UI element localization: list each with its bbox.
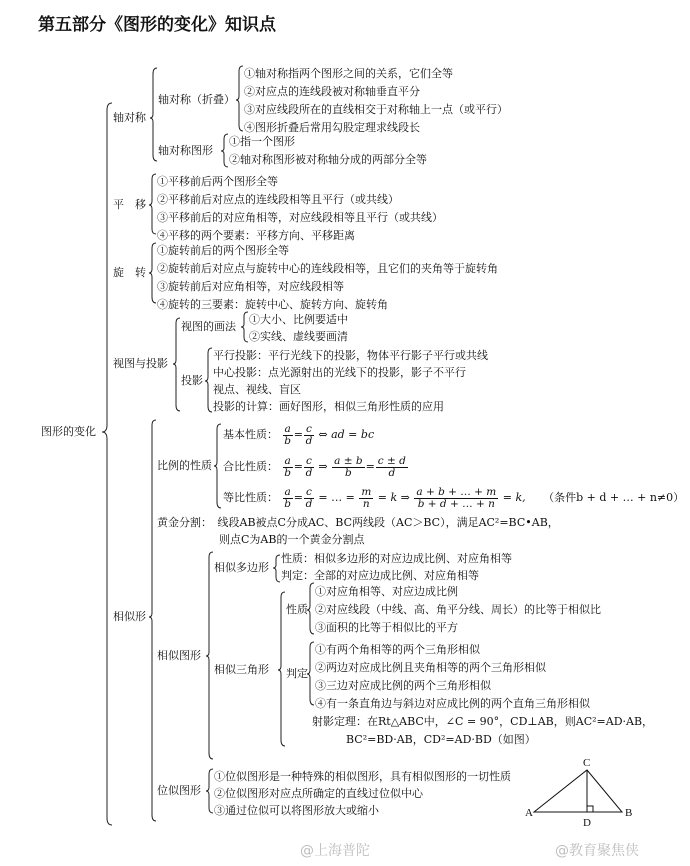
view-projection-label: 投影: [181, 374, 203, 387]
golden-line1: 黄金分割： 线段AB被点C分成AC、BC两线段（AC＞BC），满足AC²=BC•AB，: [157, 516, 559, 529]
homothety-item: ③通过位似可以将图形放大或缩小: [214, 804, 379, 817]
triangle-property-item: ②对应线段（中线、高、角平分线、周长）的比等于相似比: [315, 603, 601, 616]
translation-item: ①平移前后两个图形全等: [157, 175, 278, 188]
axis-figure-item: ②轴对称图形被对称轴分成的两部分全等: [229, 153, 427, 166]
triangle-property-item: ③面积的比等于相似比的平方: [315, 621, 458, 634]
golden-line2: 则点C为AB的一个黄金分割点: [219, 533, 365, 546]
point-b-label: B: [625, 807, 633, 819]
translation-item: ②平移前后对应点的连线段相等且平行（或共线）: [157, 193, 399, 206]
view-projection-item: 中心投影：点光源射出的光线下的投影，影子不平行: [213, 366, 466, 379]
homothety-label: 位似图形: [157, 784, 201, 797]
page-title: 第五部分《图形的变化》知识点: [38, 15, 276, 35]
triangle-judge-item: ③三边对应成比例的两个三角形相似: [315, 679, 491, 692]
right-triangle-figure: [534, 770, 622, 812]
axis-label: 轴对称: [113, 111, 146, 124]
axis-figure-item: ①指一个图形: [229, 135, 295, 148]
triangle-judge-item: ①有两个角相等的两个三角形相似: [315, 643, 480, 656]
point-a-label: A: [525, 807, 533, 819]
projection-theorem-line1: 射影定理：在Rt△ABC中，∠C = 90°，CD⊥AB，则AC²=AD·AB，: [312, 715, 654, 728]
rotation-item: ①旋转前后的两个图形全等: [157, 244, 289, 257]
view-projection-item: 平行投影：平行光线下的投影，物体平行影子平行或共线: [213, 349, 488, 362]
translation-item: ③平移前后的对应角相等，对应线段相等且平行（或共线）: [157, 211, 443, 224]
axis-fold-item: ④图形折叠后常用勾股定理求线段长: [244, 121, 420, 134]
triangle-judge-label: 判定: [286, 667, 308, 680]
ratio-basic: 基本性质： $\frac{a}{b}$ = $\frac{c}{d}$ ⇔ ad = bc: [223, 422, 375, 447]
axis-fold-item: ③对应线段所在的直线相交于对称轴上一点（或平行）: [244, 103, 508, 116]
rotation-item: ②旋转前后对应点与旋转中心的连线段相等，且它们的夹角等于旋转角: [157, 262, 498, 275]
view-drawing-label: 视图的画法: [181, 320, 236, 333]
ratio-compound: 合比性质： $\frac{a}{b}$ = $\frac{c}{d}$ ⇒ $\frac{a \pm b}{b}$ = $\frac{c \pm d}{d}$: [223, 454, 406, 479]
view-drawing-item: ②实线、虚线要画清: [249, 330, 348, 343]
translation-item: ④平移的两个要素：平移方向、平移距离: [157, 229, 355, 242]
triangle-judge-item: ④有一条直角边与斜边对应成比例的两个直角三角形相似: [315, 697, 590, 710]
triangle-judge-item: ②两边对应成比例且夹角相等的两个三角形相似: [315, 661, 546, 674]
view-drawing-item: ①大小、比例要适中: [249, 313, 348, 326]
similar-label: 相似形: [113, 610, 146, 623]
axis-figure-label: 轴对称图形: [158, 144, 213, 157]
rotation-item: ③旋转前后对应角相等，对应线段相等: [157, 280, 344, 293]
watermark: @教育聚焦侠: [555, 843, 639, 859]
point-c-label: C: [583, 757, 591, 769]
point-d-label: D: [583, 817, 591, 829]
triangle-property-item: ①对应角相等、对应边成比例: [315, 585, 458, 598]
rotation-item: ④旋转的三要素：旋转中心、旋转方向、旋转角: [157, 298, 388, 311]
rotation-label: 旋 转: [113, 266, 146, 279]
homothety-item: ②位似图形对应点所确定的直线过位似中心: [214, 787, 423, 800]
axis-fold-item: ①轴对称指两个图形之间的关系，它们全等: [244, 67, 453, 80]
view-projection-item: 视点、视线、盲区: [213, 383, 301, 396]
watermark: @上海普陀: [300, 843, 370, 859]
similar-figure-label: 相似图形: [157, 649, 201, 662]
view-label: 视图与投影: [113, 357, 168, 370]
root-label: 图形的变化: [41, 425, 96, 438]
ratio-equal: 等比性质： $\frac{a}{b}$ = $\frac{c}{d}$ = … = $\frac{m}{n}$ = k ⇒ $\frac{a + b + \dots + m}{b + d + \dots + n}$ = k, （条件b + d + … + n≠0）: [223, 485, 685, 510]
polygon-item: 性质：相似多边形的对应边成比例、对应角相等: [281, 552, 512, 565]
triangle-property-label: 性质: [286, 603, 308, 616]
polygon-label: 相似多边形: [214, 561, 269, 574]
axis-fold-item: ②对应点的连线段被对称轴垂直平分: [244, 85, 420, 98]
homothety-item: ①位似图形是一种特殊的相似图形，具有相似图形的一切性质: [214, 770, 511, 783]
translation-label: 平 移: [113, 198, 146, 211]
view-projection-item: 投影的计算：画好图形，相似三角形性质的应用: [213, 400, 444, 413]
axis-fold-label: 轴对称（折叠）: [158, 93, 235, 106]
ratio-label: 比例的性质: [157, 459, 212, 472]
projection-theorem-line2: BC²=BD·AB，CD²=AD·BD（如图）: [346, 733, 536, 746]
polygon-item: 判定：全部的对应边成比例、对应角相等: [281, 569, 479, 582]
triangle-label: 相似三角形: [214, 663, 269, 676]
